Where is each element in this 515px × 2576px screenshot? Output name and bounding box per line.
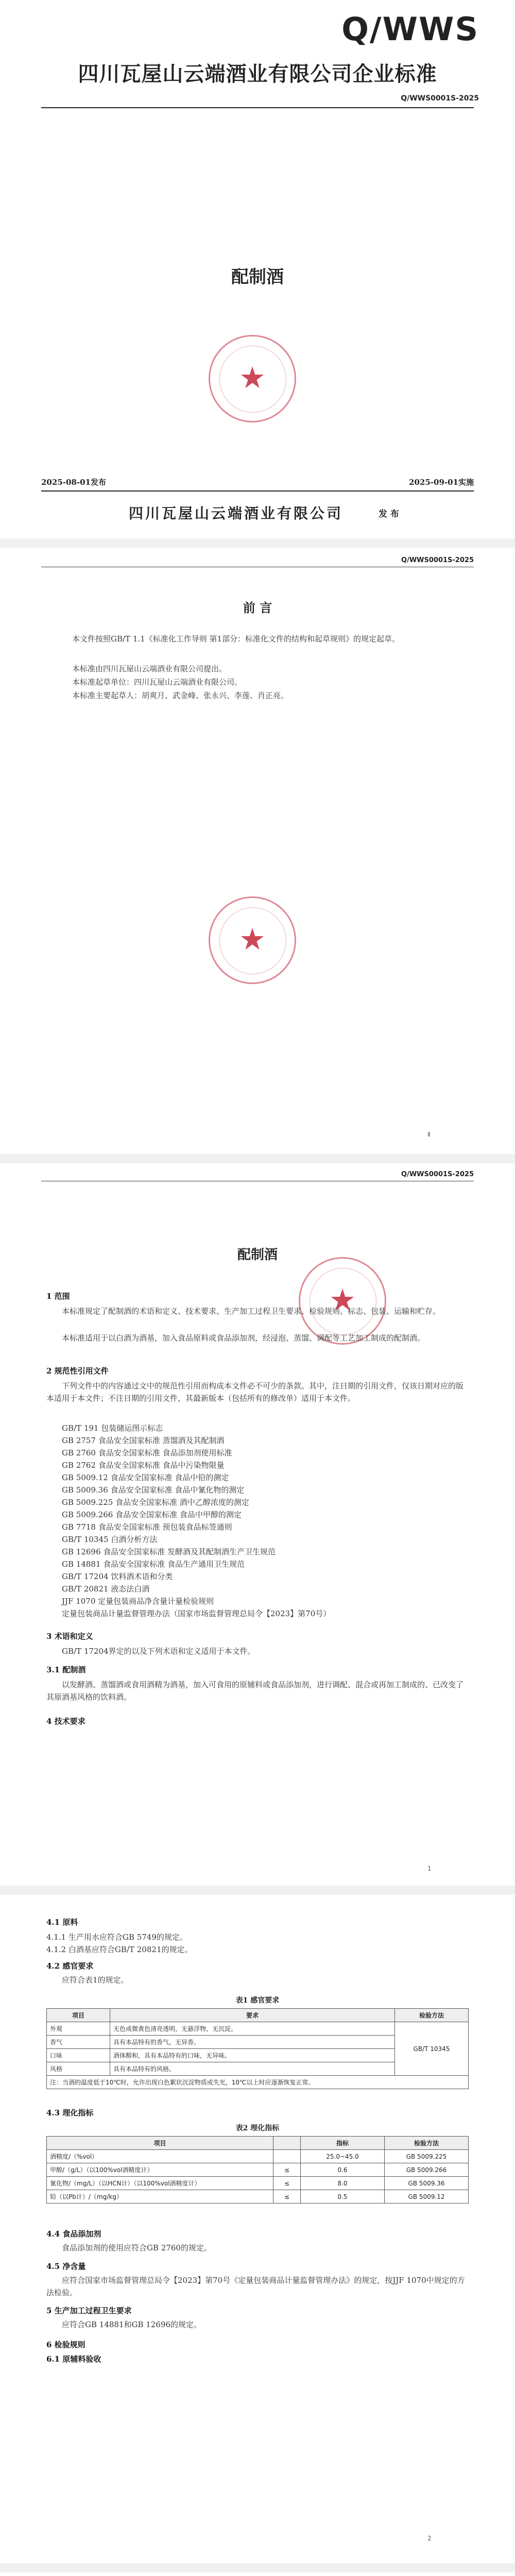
- table-cell: 无色或微黄色清亮透明，无悬浮物，无沉淀。: [110, 2022, 395, 2036]
- table-cell: 25.0~45.0: [301, 2150, 385, 2163]
- table-header-row: [47, 2137, 469, 2150]
- table-cell: 甲醇/（g/L）（以100%vol酒精度计）: [47, 2163, 273, 2177]
- header-standard-code: Q/WWS0001S-2025: [401, 1171, 474, 1178]
- reference-item: GB 5009.266 食品安全国家标准 食品中甲醇的测定: [62, 1510, 242, 1519]
- cover-bottom-rule: [41, 490, 474, 492]
- table-cell: ≤: [273, 2163, 301, 2177]
- foreword-paragraph: 本文件按照GB/T 1.1《标准化工作导则 第1部分：标准化文件的结构和起草规则》的规定起草。: [72, 634, 400, 643]
- page-separator: [0, 1886, 515, 1895]
- reference-item: GB 2762 食品安全国家标准 食品中污染物限量: [62, 1461, 225, 1470]
- section-text: 食品添加剂的使用应符合GB 2760的规定。: [62, 2243, 212, 2252]
- foreword-title: 前 言: [243, 600, 272, 615]
- physicochemical-table: [46, 2136, 469, 2204]
- reference-item: GB 5009.36 食品安全国家标准 食品中氰化物的测定: [62, 1485, 245, 1495]
- sensory-table: [46, 2008, 469, 2089]
- table-cell: 外观: [47, 2022, 110, 2036]
- table-note: 注：当酒的温度低于10℃时，允许出现白色絮状沉淀物质或失光，10℃以上时应逐渐恢复正常。: [47, 2076, 469, 2089]
- section-heading: 5 生产加工过程卫生要求: [46, 2306, 132, 2315]
- table-cell: 香气: [47, 2036, 110, 2049]
- section-heading: 4.1 原料: [46, 1918, 78, 1927]
- section-heading: 3 术语和定义: [46, 1632, 93, 1641]
- table-cell: 具有本品特有的香气，无异香。: [110, 2036, 395, 2049]
- company-seal-1: [209, 335, 296, 422]
- implement-date: 2025-09-01实施: [409, 478, 474, 487]
- publish-word: 发 布: [379, 509, 399, 519]
- table-cell: 0.6: [301, 2163, 385, 2177]
- section-heading: 6 检验规则: [46, 2340, 85, 2349]
- table-row: [47, 2150, 469, 2163]
- table-row: [47, 2177, 469, 2190]
- reference-item: GB/T 17204 饮料酒术语和分类: [62, 1572, 173, 1581]
- table-cell: ≤: [273, 2177, 301, 2190]
- table-header-cell: 指标: [301, 2137, 385, 2150]
- table-cell: 8.0: [301, 2177, 385, 2190]
- table-header-cell: 检验方法: [395, 2009, 469, 2022]
- section-heading: 4.2 感官要求: [46, 1961, 94, 1971]
- publish-date: 2025-08-01发布: [41, 478, 106, 487]
- product-name-title: 配制酒: [231, 267, 284, 287]
- section-heading: 3.1 配制酒: [46, 1665, 86, 1674]
- reference-item: GB 12696 食品安全国家标准 发酵酒及其配制酒生产卫生规范: [62, 1547, 276, 1556]
- seal-star-icon: ★: [239, 360, 266, 395]
- section-heading: 4.4 食品添加剂: [46, 2229, 101, 2239]
- standard-number: Q/WWS0001S-2025: [401, 94, 479, 103]
- reference-item: GB/T 10345 白酒分析方法: [62, 1535, 158, 1544]
- publisher-name: 四川瓦屋山云端酒业有限公司: [129, 505, 344, 522]
- table-header-cell: 项目: [47, 2009, 110, 2022]
- table-cell: [273, 2150, 301, 2163]
- table-row: [47, 2163, 469, 2177]
- section-text: 4.1.2 白酒基应符合GB/T 20821的规定。: [46, 1945, 193, 1954]
- table-cell: 酒精度/（%vol）: [47, 2150, 273, 2163]
- foreword-paragraph: 本标准主要起草人：胡爽月、武金峰、张永兴、李莲、肖正亮。: [72, 691, 289, 700]
- cover-top-rule: [41, 107, 474, 108]
- table-caption: 表1 感官要求: [235, 1996, 280, 2005]
- table-cell: 0.5: [301, 2190, 385, 2204]
- section-heading: 4.3 理化指标: [46, 2108, 94, 2117]
- section-heading: 4.5 净含量: [46, 2262, 86, 2271]
- table-header-cell: 检验方法: [385, 2137, 469, 2150]
- reference-item: GB 2757 食品安全国家标准 蒸馏酒及其配制酒: [62, 1436, 225, 1445]
- reference-item: JJF 1070 定量包装商品净含量计量检验规则: [62, 1597, 214, 1606]
- section-heading: 4 技术要求: [46, 1717, 85, 1726]
- table-header-cell: 项目: [47, 2137, 273, 2150]
- table-caption: 表2 理化指标: [235, 2124, 280, 2132]
- table-cell: 口味: [47, 2049, 110, 2062]
- table-cell: GB 5009.36: [385, 2177, 469, 2190]
- reference-item: 定量包装商品计量监督管理办法（国家市场监督管理总局令【2023】第70号）: [62, 1609, 331, 1618]
- table-header-row: [47, 2009, 469, 2022]
- reference-item: GB 7718 食品安全国家标准 预包装食品标签通则: [62, 1522, 232, 1532]
- section-text: 下列文件中的内容通过文中的规范性引用而构成本文件必不可少的条款。其中，注日期的引用文件，仅该日期对应的版本适用于本文件；不注日期的引用文件，其最新版本（包括所有的修改单）适用于本文件。: [46, 1381, 464, 1403]
- header-standard-code: Q/WWS0001S-2025: [401, 556, 474, 564]
- table-cell: GB/T 10345: [395, 2022, 469, 2076]
- table-cell: ≤: [273, 2190, 301, 2204]
- table-note-row: [47, 2076, 469, 2089]
- section-heading: 6.1 原辅料验收: [46, 2354, 101, 2364]
- section-text: 4.1.1 生产用水应符合GB 5749的规定。: [46, 1933, 187, 1942]
- page-number: Ⅱ: [427, 1131, 431, 1138]
- section-text: 本标准适用于以白酒为酒基，加入食品原料或食品添加剂，经浸泡、蒸馏、调配等工艺加工制成的配制酒。: [62, 1333, 425, 1343]
- section-text: 以发酵酒、蒸馏酒或食用酒精为酒基，加入可食用的原辅料或食品添加剂，进行调配、混合或再加工制成的、已改变了其原酒基风格的饮料酒。: [46, 1680, 464, 1702]
- table-header-cell: [273, 2137, 301, 2150]
- section-text: 应符合GB 14881和GB 12696的规定。: [62, 2320, 201, 2329]
- section-heading: 2 规范性引用文件: [46, 1366, 109, 1376]
- page-separator: [0, 1154, 515, 1163]
- section-text: 应符合表1的规定。: [62, 1975, 129, 1985]
- body-title: 配制酒: [237, 1247, 278, 1263]
- table-row: [47, 2190, 469, 2204]
- seal-star-icon: ★: [329, 1282, 356, 1317]
- foreword-paragraph: 本标准起草单位：四川瓦屋山云端酒业有限公司。: [72, 677, 243, 687]
- table-cell: GB 5009.225: [385, 2150, 469, 2163]
- reference-item: GB/T 20821 液态法白酒: [62, 1584, 150, 1594]
- seal-star-icon: ★: [239, 922, 266, 957]
- reference-item: GB 2760 食品安全国家标准 食品添加剂使用标准: [62, 1448, 232, 1458]
- section-text: GB/T 17204界定的以及下列术语和定义适用于本文件。: [62, 1647, 255, 1656]
- reference-list: [62, 1422, 469, 1620]
- table-cell: 铅（以Pb计）/（mg/kg）: [47, 2190, 273, 2204]
- table-cell: 氰化物/（mg/L）（以HCN计）（以100%vol酒精度计）: [47, 2177, 273, 2190]
- page-number: 1: [427, 1865, 432, 1872]
- reference-item: GB 5009.12 食品安全国家标准 食品中铅的测定: [62, 1473, 229, 1482]
- page-separator: [0, 2563, 515, 2572]
- company-seal-2: [209, 896, 296, 984]
- table-cell: GB 5009.12: [385, 2190, 469, 2204]
- page-number: 2: [427, 2535, 432, 2542]
- company-standard-title: 四川瓦屋山云端酒业有限公司企业标准: [78, 62, 437, 86]
- table-cell: 风格: [47, 2062, 110, 2076]
- table-row: [47, 2022, 469, 2036]
- reference-item: GB 5009.225 食品安全国家标准 酒中乙醇浓度的测定: [62, 1498, 249, 1507]
- foreword-paragraph: 本标准由四川瓦屋山云端酒业有限公司提出。: [72, 664, 227, 673]
- section-text: 本标准规定了配制酒的术语和定义、技术要求、生产加工过程卫生要求、检验规则、标志、包装、运输和贮存。: [62, 1307, 441, 1316]
- table-cell: 酒体醇和，具有本品特有的口味，无异味。: [110, 2049, 395, 2062]
- reference-item: GB 14881 食品安全国家标准 食品生产通用卫生规范: [62, 1560, 245, 1569]
- reference-item: GB/T 191 包装储运图示标志: [62, 1423, 163, 1433]
- section-text: 应符合国家市场监督管理总局令【2023】第70号《定量包装商品计量监督管理办法》的规定，按JJF 1070中规定的方法检验。: [46, 2276, 465, 2297]
- table-cell: 具有本品特有的风格。: [110, 2062, 395, 2076]
- table-header-cell: 要求: [110, 2009, 395, 2022]
- standard-code-title: Q/WWS: [341, 10, 479, 48]
- section-heading: 1 范围: [46, 1292, 70, 1301]
- page-separator: [0, 538, 515, 548]
- table-cell: GB 5009.266: [385, 2163, 469, 2177]
